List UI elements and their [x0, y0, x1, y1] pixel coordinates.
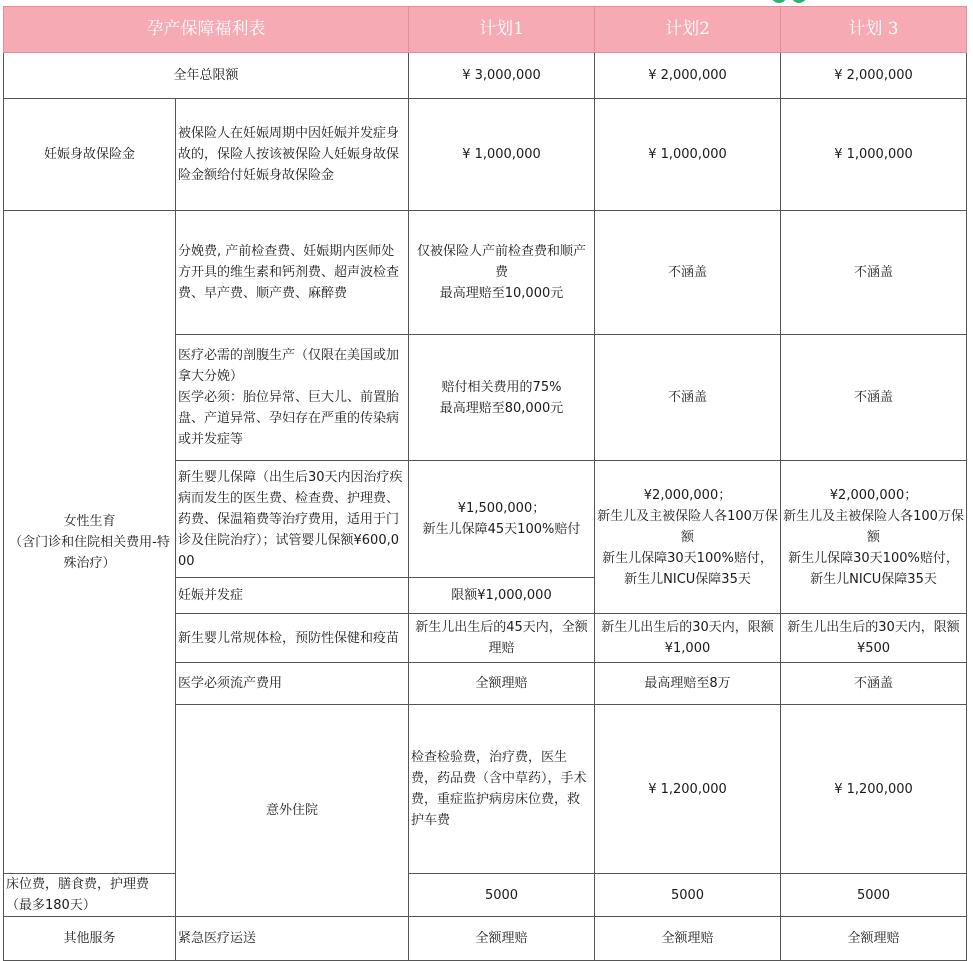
pregnancy-death-plan-1: ¥ 1,000,000: [409, 99, 595, 211]
delivery-plan-1-limit: 最高理赔至10,000元: [439, 286, 564, 301]
plan-2-header: 计划2: [595, 7, 781, 53]
plan-3-header: 计划 3: [781, 7, 967, 53]
plan-1-header: 计划1: [409, 7, 595, 53]
accident-treatment-plan-2: ¥ 1,200,000: [781, 705, 967, 874]
abortion-plan-1: 全额理赔: [409, 663, 595, 705]
accident-treatment-item: 检查检验费，治疗费，医生费，药品费（含中草药），手术费，重症监护病房床位费，救护车费: [409, 705, 595, 874]
pregnancy-complication-item: 妊娠并发症: [176, 578, 409, 614]
emergency-transport-item: 紧急医疗运送: [176, 917, 409, 961]
accident-bed-plan-1: 5000: [409, 874, 595, 917]
delivery-plan-1-scope: 仅被保险人产前检查费和顺产费: [416, 244, 586, 280]
maternity-category-note: （含门诊和住院相关费用-特殊治疗）: [9, 534, 170, 571]
annual-limit-label: 全年总限额: [4, 53, 409, 99]
cesarean-item: [176, 335, 409, 461]
decorative-shape-left: [771, 0, 787, 3]
newborn-plan-3-amount: ¥2,000,000；: [829, 487, 918, 503]
decorative-shape-right: [791, 0, 807, 3]
pregnancy-death-category: 妊娠身故保险金: [4, 99, 176, 211]
newborn-plan-3-coverage: 新生儿保障30天100%赔付，: [788, 550, 959, 566]
maternity-benefits-table: [3, 6, 967, 961]
newborn-plan-3-nicu: 新生儿NICU保障35天: [810, 571, 937, 587]
delivery-item: 分娩费, 产前检查费、妊娠期内医师处方开具的维生素和钙剂费、超声波检查费、早产费、顺产费、麻醉费: [176, 211, 409, 335]
accident-bed-plan-2: 5000: [595, 874, 781, 917]
header-row: [4, 7, 967, 53]
newborn-plan-3: [781, 461, 967, 614]
newborn-plan-2: [595, 461, 781, 614]
emergency-transport-plan-1: 全额理赔: [409, 917, 595, 961]
accident-bed-item: 床位费，膳食费，护理费（最多180天）: [4, 874, 176, 917]
newborn-checkup-item: 新生婴儿常规体检，预防性保健和疫苗: [176, 614, 409, 663]
benefits-table-container: [3, 6, 967, 961]
table-title: 孕产保障福利表: [4, 7, 409, 53]
cesarean-plan-1-rate: 赔付相关费用的75%: [441, 379, 562, 395]
cesarean-item-desc: 医疗必需的剖腹生产（仅限在美国或加拿大分娩）: [178, 348, 400, 384]
cesarean-plan-3: 不涵盖: [781, 335, 967, 461]
accident-treatment-plan-1: ¥ 1,200,000: [595, 705, 781, 874]
accident-hospital-category: 意外住院: [176, 705, 409, 917]
delivery-plan-3: 不涵盖: [781, 211, 967, 335]
newborn-checkup-plan-3: 新生儿出生后的30天内，限额¥500: [781, 614, 967, 663]
abortion-plan-2: 最高理赔至8万: [595, 663, 781, 705]
delivery-plan-2: 不涵盖: [595, 211, 781, 335]
newborn-item: 新生婴儿保障（出生后30天内因治疗疾病而发生的医生费、检查费、护理费、药费、保温箱费等治疗费用，适用于门诊及住院治疗）；试管婴儿保额¥600,000: [176, 461, 409, 578]
newborn-plan-1: [409, 461, 595, 578]
newborn-plan-1-amount: ¥1,500,000；: [457, 501, 546, 516]
newborn-plan-2-coverage: 新生儿保障30天100%赔付，: [602, 550, 773, 566]
pregnancy-death-row: [4, 99, 967, 211]
newborn-checkup-plan-2: 新生儿出生后的30天内，限额¥1,000: [595, 614, 781, 663]
abortion-plan-3: 不涵盖: [781, 663, 967, 705]
newborn-plan-2-nicu: 新生儿NICU保障35天: [624, 571, 751, 587]
accident-bed-row: [4, 874, 967, 917]
emergency-transport-plan-2: 全额理赔: [595, 917, 781, 961]
newborn-plan-3-insured: 新生儿及主被保险人各100万保额: [783, 508, 964, 545]
maternity-category-title: 女性生育: [63, 513, 116, 529]
cesarean-plan-1-limit: 最高理赔至80,000元: [439, 400, 564, 416]
cesarean-item-criteria: 医学必须：胎位异常、巨大儿、前置胎盘、产道异常、孕妇存在严重的传染病或并发症等: [178, 390, 400, 447]
other-services-row: [4, 917, 967, 961]
delivery-row: [4, 211, 967, 335]
delivery-plan-1: [409, 211, 595, 335]
newborn-plan-1-coverage: 新生儿保障45天100%赔付: [422, 522, 581, 537]
pregnancy-death-description: 被保险人在妊娠周期中因妊娠并发症身故的，保险人按该被保险人妊娠身故保险金额给付妊娠身故保险金: [176, 99, 409, 211]
newborn-plan-2-amount: ¥2,000,000；: [643, 487, 732, 503]
annual-limit-plan-2: ¥ 2,000,000: [595, 53, 781, 99]
pregnancy-death-plan-2: ¥ 1,000,000: [595, 99, 781, 211]
other-services-category: 其他服务: [4, 917, 176, 961]
annual-limit-row: [4, 53, 967, 99]
annual-limit-plan-1: ¥ 3,000,000: [409, 53, 595, 99]
maternity-category: [4, 211, 176, 874]
abortion-item: 医学必须流产费用: [176, 663, 409, 705]
accident-bed-plan-3: 5000: [781, 874, 967, 917]
pregnancy-complication-plan-1: 限额¥1,000,000: [409, 578, 595, 614]
newborn-plan-2-insured: 新生儿及主被保险人各100万保额: [597, 508, 778, 545]
pregnancy-death-plan-3: ¥ 1,000,000: [781, 99, 967, 211]
emergency-transport-plan-3: 全额理赔: [781, 917, 967, 961]
newborn-checkup-plan-1: 新生儿出生后的45天内，全额理赔: [409, 614, 595, 663]
cesarean-plan-1: [409, 335, 595, 461]
annual-limit-plan-3: ¥ 2,000,000: [781, 53, 967, 99]
cesarean-plan-2: 不涵盖: [595, 335, 781, 461]
